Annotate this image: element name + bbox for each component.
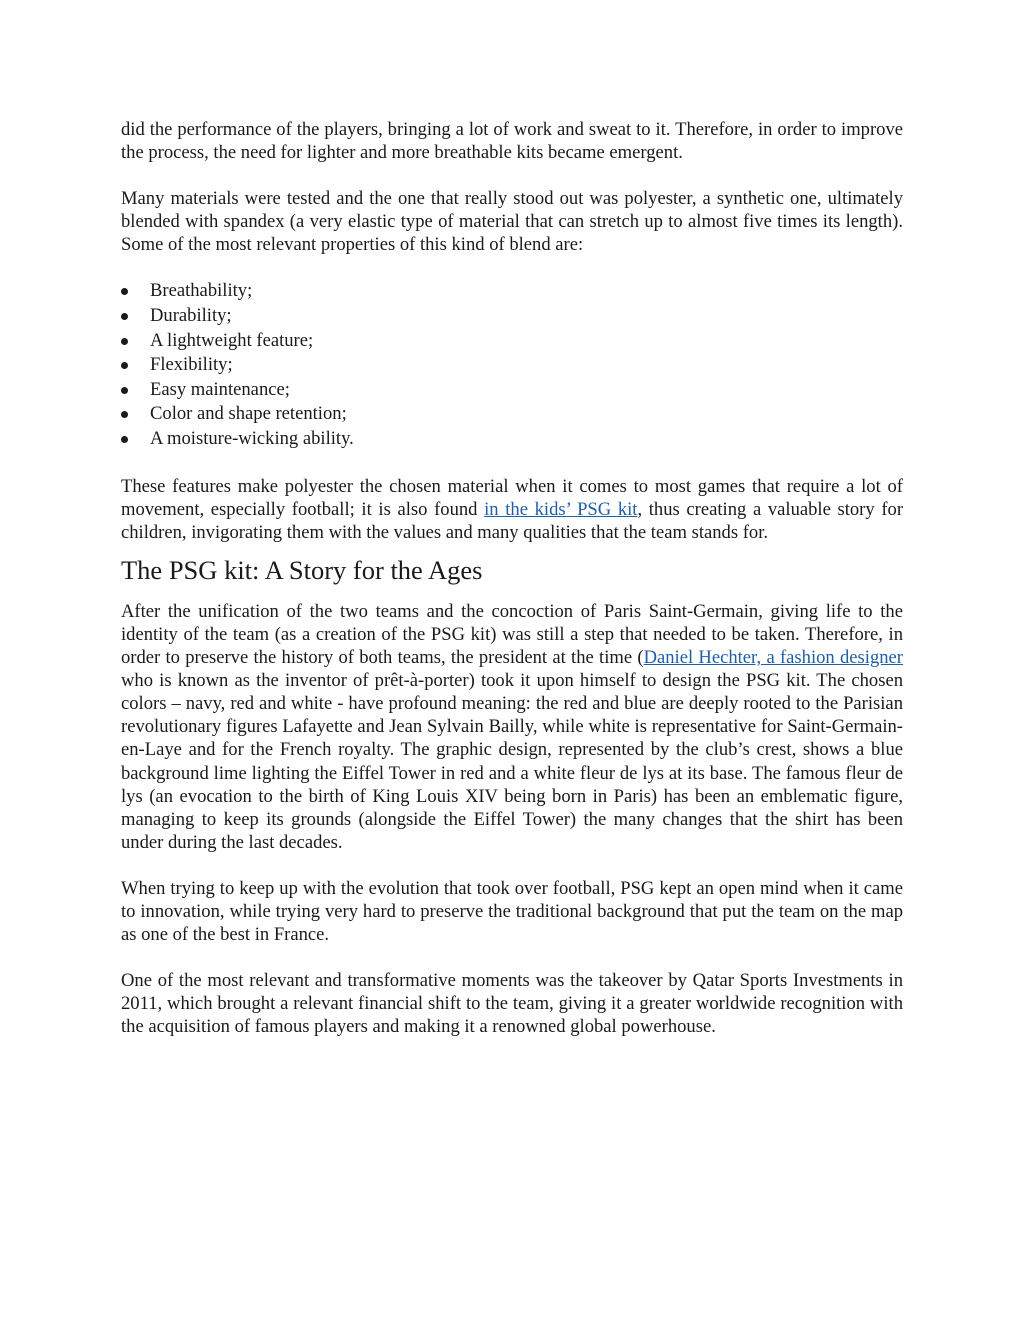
list-item-text: Easy maintenance; <box>150 378 290 400</box>
bullet-icon <box>121 338 128 345</box>
list-item-text: Durability; <box>150 305 232 327</box>
paragraph-evolution: When trying to keep up with the evolution that took over football, PSG kept an open mind when it came to innovation, while trying very hard to preserve the traditional background that put the team on the map as one of the best in France. <box>121 877 903 946</box>
bullet-icon <box>121 436 128 443</box>
list-item-text: Color and shape retention; <box>150 403 347 425</box>
list-item-text: Breathability; <box>150 280 253 302</box>
bullet-icon <box>121 411 128 418</box>
paragraph-gap <box>121 452 903 475</box>
bullet-icon <box>121 387 128 394</box>
list-item <box>121 329 903 354</box>
paragraph-gap <box>121 256 903 279</box>
paragraph-takeover: One of the most relevant and transformative moments was the takeover by Qatar Sports Investments in 2011, which brought a relevant financial shift to the team, giving it a greater worldwide recognition with the acquisition of famous players and making it a renowned global powerhouse. <box>121 970 903 1038</box>
paragraph-materials: Many materials were tested and the one that really stood out was polyester, a synthetic one, ultimately blended with spandex (a very elastic type of material that can stretch up to almost five times its length). Some of the most relevant properties of this kind of blend are: <box>121 188 903 256</box>
paragraph-gap <box>121 164 903 187</box>
paragraph-gap <box>121 946 903 969</box>
properties-list <box>121 279 903 451</box>
paragraph-intro: did the performance of the players, bringing a lot of work and sweat to it. Therefore, in order to improve the process, the need for lighter and more breathable kits became emergent. <box>121 119 903 164</box>
list-item <box>121 402 903 427</box>
bullet-icon <box>121 313 128 320</box>
paragraph-text: who is known as the inventor of prêt-à-porter) took it upon himself to design the PSG kit. The chosen colors – navy, red and white - have profound meaning: the red and blue are deeply rooted to the Parisian revolutionary figures Lafayette and Jean Sylvain Bailly, while white is representative for Saint-Germain-en-Laye and for the French royalty. The graphic design, represented by the club’s crest, shows a blue background lime lighting the Eiffel Tower in red and a white fleur de lys at its base. The famous fleur de lys (an evocation to the birth of King Louis XIV being born in Paris) has been an emblematic figure, managing to keep its grounds (alongside the Eiffel Tower) the many changes that the shirt has been under during the last decades. <box>121 670 903 853</box>
paragraph-text: These features make polyester the chosen material when it comes to most games that require a lot of movement, especially football; it is also found <box>121 475 903 520</box>
list-item <box>121 427 903 452</box>
section-heading: The PSG kit: A Story for the Ages <box>121 554 483 585</box>
paragraph-text: After the unification of the two teams and the concoction of Paris Saint-Germain, giving life to the identity of the team (as a creation of the PSG kit) was still a step that needed to be taken. Therefore, in order to preserve the history of both teams, the president at the time ( <box>121 600 903 669</box>
paragraph-text: , thus creating a valuable story for children, invigorating them with the values and many qualities that the team stands for. <box>121 498 904 543</box>
paragraph-gap <box>121 854 903 877</box>
list-item-text: A lightweight feature; <box>150 329 314 351</box>
list-item-text: Flexibility; <box>150 354 233 376</box>
list-item <box>121 304 903 329</box>
bullet-icon <box>121 288 128 295</box>
list-item <box>121 378 903 403</box>
list-item <box>121 279 903 304</box>
bullet-icon <box>121 362 128 369</box>
list-item <box>121 353 903 378</box>
paragraph-polyester <box>121 475 903 544</box>
daniel-hechter-link[interactable]: Daniel Hechter, a fashion designer <box>643 647 903 669</box>
document-page <box>121 118 903 1039</box>
paragraph-history <box>121 600 903 854</box>
kids-psg-kit-link[interactable]: in the kids’ PSG kit <box>484 498 638 520</box>
list-item-text: A moisture-wicking ability. <box>150 428 354 450</box>
